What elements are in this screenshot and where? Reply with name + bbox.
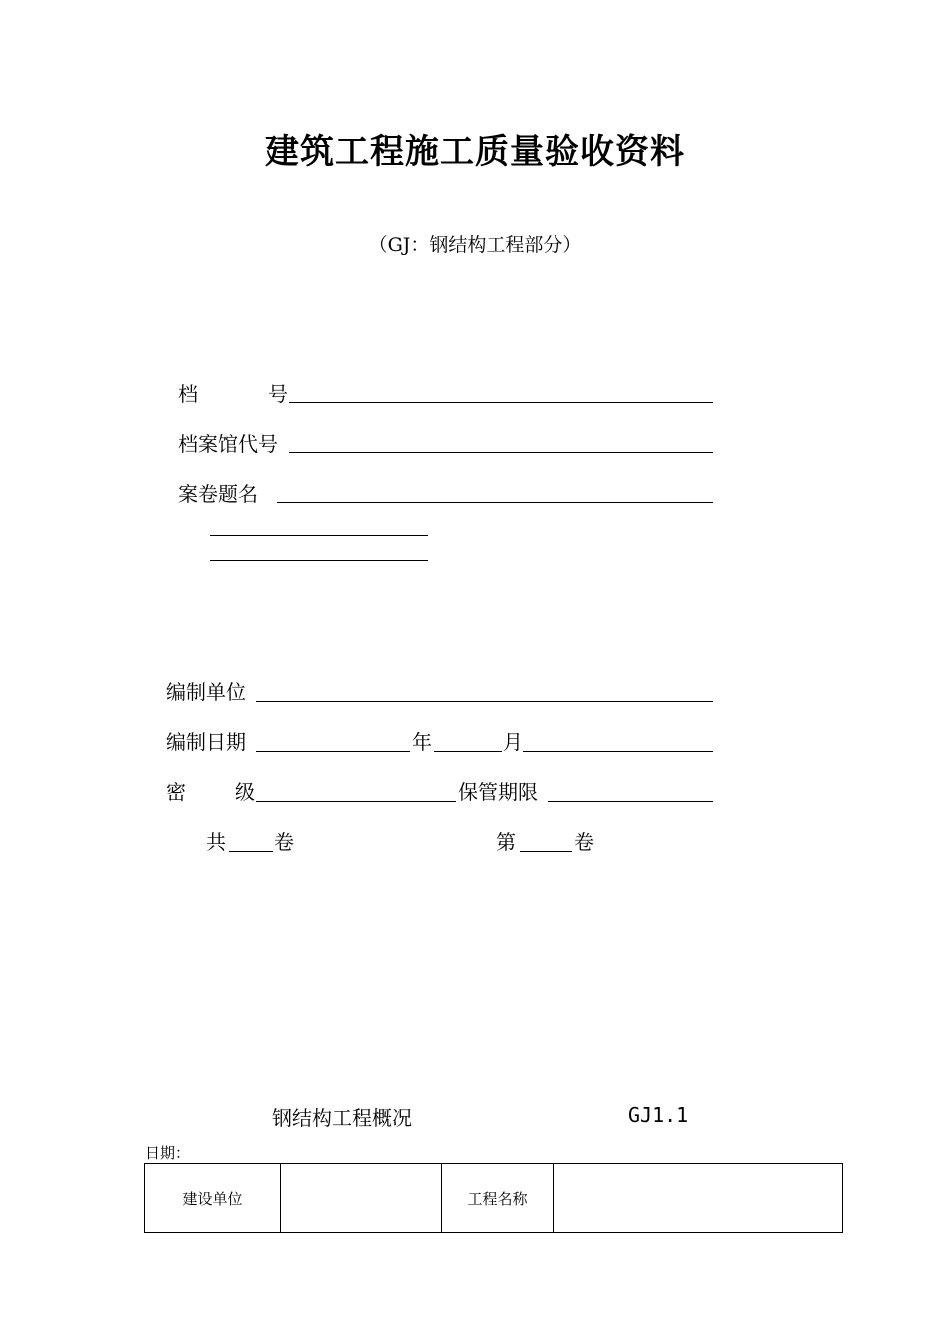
overview-date-label: 日期： bbox=[145, 1144, 191, 1162]
project-name-label: 工程名称 bbox=[442, 1164, 554, 1233]
overview-table bbox=[144, 1163, 843, 1233]
page-title: 建筑工程施工质量验收资料 bbox=[265, 132, 685, 172]
volume-title-extra-line-2[interactable] bbox=[210, 560, 428, 561]
volume-index-label-a: 第 bbox=[496, 830, 516, 854]
secret-level-field-line[interactable] bbox=[256, 801, 456, 802]
volume-index-label-b: 卷 bbox=[574, 830, 594, 854]
retention-field-line[interactable] bbox=[548, 801, 713, 802]
total-volumes-label-a: 共 bbox=[206, 830, 226, 854]
project-name-value[interactable] bbox=[554, 1164, 843, 1233]
compile-date-day-line[interactable] bbox=[523, 751, 713, 752]
construction-unit-value[interactable] bbox=[281, 1164, 442, 1233]
file-no-field-line[interactable] bbox=[289, 402, 713, 403]
total-volumes-field-line[interactable] bbox=[229, 851, 273, 852]
secret-label-b: 级 bbox=[235, 780, 255, 804]
file-no-label-a: 档 bbox=[178, 382, 198, 406]
page-subtitle: （GJ：钢结构工程部分） bbox=[368, 234, 582, 256]
compile-date-year-line[interactable] bbox=[256, 751, 410, 752]
month-label: 月 bbox=[503, 730, 523, 754]
volume-index-field-line[interactable] bbox=[520, 851, 572, 852]
overview-code: GJ1.1 bbox=[628, 1103, 689, 1127]
compile-date-month-line[interactable] bbox=[434, 751, 502, 752]
volume-title-extra-line-1[interactable] bbox=[210, 535, 428, 536]
compile-date-label: 编制日期 bbox=[166, 730, 246, 754]
retention-label: 保管期限 bbox=[458, 780, 538, 804]
overview-title: 钢结构工程概况 bbox=[272, 1106, 412, 1130]
archive-code-label: 档案馆代号 bbox=[178, 432, 278, 456]
volume-title-label: 案卷题名 bbox=[178, 482, 258, 506]
year-label: 年 bbox=[412, 730, 432, 754]
compile-unit-field-line[interactable] bbox=[256, 701, 713, 702]
total-volumes-label-b: 卷 bbox=[274, 830, 294, 854]
table-row bbox=[145, 1164, 843, 1233]
compile-unit-label: 编制单位 bbox=[166, 680, 246, 704]
archive-code-field-line[interactable] bbox=[289, 452, 713, 453]
construction-unit-label: 建设单位 bbox=[145, 1164, 281, 1233]
secret-label-a: 密 bbox=[166, 780, 186, 804]
file-no-label-b: 号 bbox=[268, 382, 288, 406]
volume-title-field-line[interactable] bbox=[277, 502, 713, 503]
